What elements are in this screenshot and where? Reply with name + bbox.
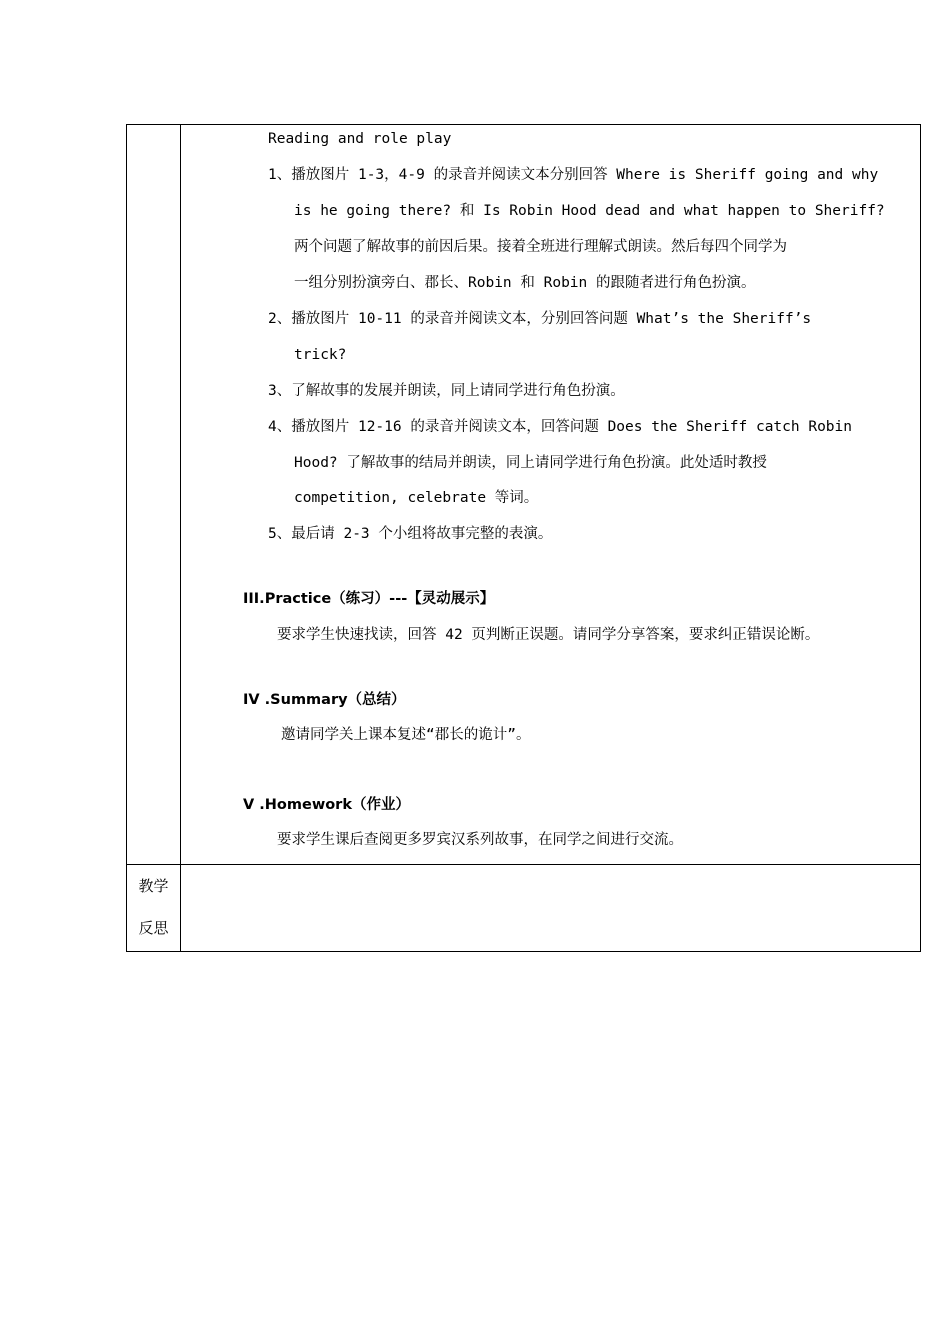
reading-item-1-line-1: 1、播放图片 1-3，4-9 的录音并阅读文本分别回答 Where is Sheriff going and why <box>268 167 879 183</box>
procedure-content-cell <box>181 125 921 865</box>
reflection-row <box>127 865 921 952</box>
homework-text: 要求学生课后查阅更多罗宾汉系列故事，在同学之间进行交流。 <box>277 832 683 848</box>
lesson-plan-table <box>126 124 921 952</box>
summary-heading: IV .Summary（总结） <box>243 692 406 708</box>
procedure-row <box>127 125 921 865</box>
reading-item-1-line-3: 两个问题了解故事的前因后果。接着全班进行理解式朗读。然后每四个同学为 <box>294 239 787 255</box>
practice-text: 要求学生快速找读，回答 42 页判断正误题。请同学分享答案，要求纠正错误论断。 <box>277 627 820 643</box>
reading-item-1-line-2: is he going there? 和 Is Robin Hood dead and what happen to Sheriff? <box>294 203 885 219</box>
reflection-label-cell <box>127 865 181 952</box>
procedure-label-cell <box>127 125 181 865</box>
reading-item-4-line-1: 4、播放图片 12-16 的录音并阅读文本，回答问题 Does the Sheriff catch Robin <box>268 419 852 435</box>
homework-heading: V .Homework（作业） <box>243 797 410 813</box>
reading-item-5-line-1: 5、最后请 2-3 个小组将故事完整的表演。 <box>268 526 553 542</box>
reading-item-2-line-2: trick? <box>294 347 347 363</box>
reading-item-4-line-2: Hood? 了解故事的结局并朗读，同上请同学进行角色扮演。此处适时教授 <box>294 455 767 471</box>
reading-item-4-line-3: competition, celebrate 等词。 <box>294 490 539 506</box>
reflection-label-line-2: 反思 <box>138 919 169 937</box>
practice-heading: III.Practice（练习）---【灵动展示】 <box>243 591 495 607</box>
reading-title: Reading and role play <box>268 131 452 147</box>
summary-text: 邀请同学关上课本复述“郡长的诡计”。 <box>281 727 531 743</box>
reading-item-3-line-1: 3、了解故事的发展并朗读，同上请同学进行角色扮演。 <box>268 383 625 399</box>
reading-item-1-line-4: 一组分别扮演旁白、郡长、Robin 和 Robin 的跟随者进行角色扮演。 <box>294 275 756 291</box>
reflection-label-line-1: 教学 <box>138 877 169 895</box>
reflection-content-cell <box>181 865 921 952</box>
reading-item-2-line-1: 2、播放图片 10-11 的录音并阅读文本，分别回答问题 What’s the Sheriff’s <box>268 311 812 327</box>
